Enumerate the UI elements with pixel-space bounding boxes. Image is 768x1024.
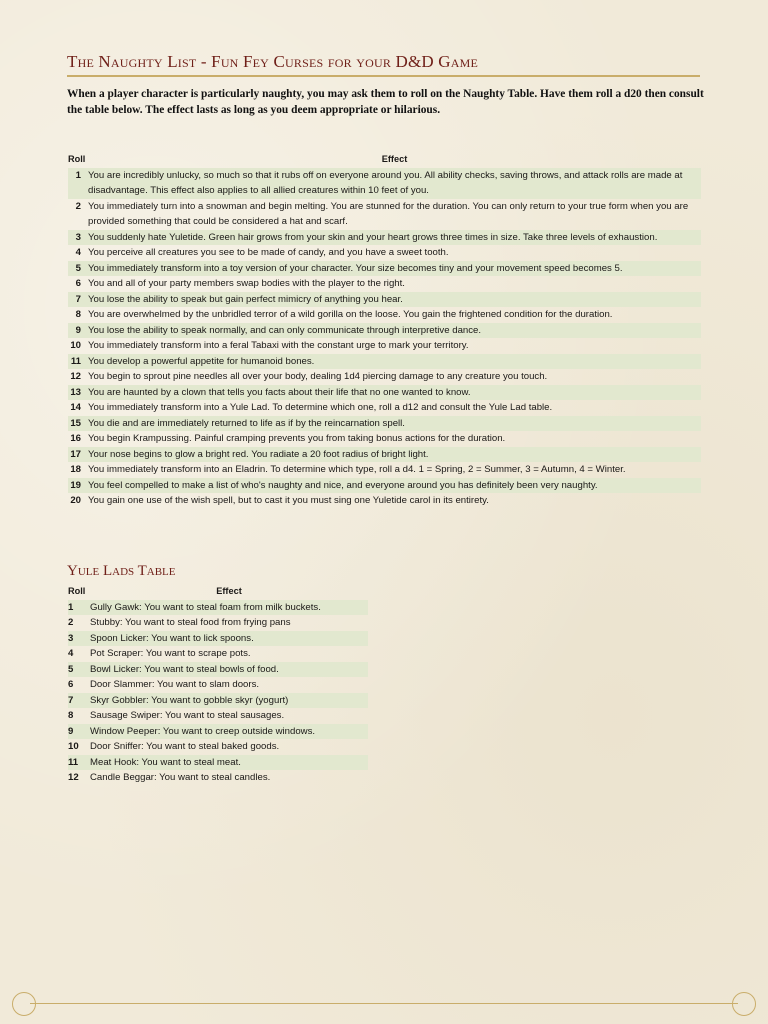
effect-column-header: Effect (381, 154, 408, 164)
effect-cell: Skyr Gobbler: You want to gobble skyr (yogurt) (90, 693, 368, 709)
effect-cell: You immediately transform into an Eladrin. To determine which type, roll a d4. 1 = Spring, 2 = Summer, 3 = Autumn, 4 = Winter. (88, 464, 626, 475)
roll-cell: 1 (68, 600, 90, 616)
roll-cell: 3 (68, 631, 90, 647)
table-row (68, 416, 701, 432)
naughty-table-header (68, 152, 701, 168)
effect-cell: You immediately transform into a feral Tabaxi with the constant urge to mark your territory. (88, 340, 469, 351)
effect-cell: Spoon Licker: You want to lick spoons. (90, 631, 368, 647)
table-row (68, 230, 701, 246)
effect-cell: You feel compelled to make a list of who's naughty and nice, and everyone around you has definitely been very naughty. (88, 478, 701, 494)
roll-cell: 5 (68, 662, 90, 678)
effect-cell: Candle Beggar: You want to steal candles. (90, 772, 271, 783)
effect-cell: You begin Krampussing. Painful cramping prevents you from taking bonus actions for the duration. (88, 433, 506, 444)
effect-cell: Pot Scraper: You want to scrape pots. (90, 648, 251, 659)
roll-cell: 10 (68, 741, 79, 752)
yule-lads-title: Yule Lads Table (67, 563, 176, 579)
roll-cell: 11 (68, 755, 90, 771)
effect-cell: Stubby: You want to steal food from frying pans (90, 617, 291, 628)
effect-cell: You lose the ability to speak normally, and can only communicate through interpretive dance. (88, 323, 701, 339)
effect-cell: You and all of your party members swap bodies with the player to the right. (88, 278, 405, 289)
page-title: The Naughty List - Fun Fey Curses for your D&D Game (67, 51, 700, 77)
effect-cell: You begin to sprout pine needles all over your body, dealing 1d4 piercing damage to any creature you touch. (88, 371, 548, 382)
intro-paragraph: When a player character is particularly naughty, you may ask them to roll on the Naughty Table. Have them roll a d20 then consult the table below. The effect lasts as long as you deem appropriate or hilarious. (67, 88, 704, 116)
roll-cell: 1 (68, 168, 88, 199)
table-row (68, 677, 368, 693)
roll-column-header: Roll (68, 586, 86, 596)
table-row (68, 168, 701, 199)
roll-cell: 19 (68, 478, 88, 494)
roll-cell: 9 (68, 323, 88, 339)
table-row (68, 431, 701, 447)
table-row (68, 662, 368, 678)
naughty-table-body (68, 168, 701, 509)
table-row (68, 307, 701, 323)
table-row (68, 724, 368, 740)
table-row (68, 245, 701, 261)
table-row (68, 199, 701, 230)
yule-table-body (68, 600, 368, 786)
table-row (68, 693, 368, 709)
table-row (68, 615, 368, 631)
effect-cell: You suddenly hate Yuletide. Green hair grows from your skin and your heart grows three times in size. Take three levels of exhaustion. (88, 230, 701, 246)
effect-cell: Sausage Swiper: You want to steal sausages. (90, 710, 285, 721)
effect-cell: You die and are immediately returned to life as if by the reincarnation spell. (88, 416, 701, 432)
table-row (68, 646, 368, 662)
effect-cell: You immediately transform into a Yule Lad. To determine which one, roll a d12 and consult the Yule Lad table. (88, 402, 553, 413)
roll-cell: 4 (75, 247, 81, 258)
table-row (68, 400, 701, 416)
roll-cell: 15 (68, 416, 88, 432)
table-row (68, 354, 701, 370)
table-row (68, 292, 701, 308)
effect-cell: You are overwhelmed by the unbridled terror of a wild gorilla on the loose. You gain the frightened condition for the duration. (88, 309, 613, 320)
effect-cell: Your nose begins to glow a bright red. You radiate a 20 foot radius of bright light. (88, 447, 701, 463)
roll-cell: 12 (70, 371, 81, 382)
yule-table-header (68, 584, 368, 600)
effect-cell: Gully Gawk: You want to steal foam from milk buckets. (90, 600, 368, 616)
roll-cell: 11 (68, 354, 88, 370)
effect-cell: You immediately transform into a toy version of your character. Your size becomes tiny and your movement speed becomes 5. (88, 261, 701, 277)
table-row (68, 447, 701, 463)
roll-cell: 12 (68, 772, 79, 783)
roll-cell: 2 (68, 617, 74, 628)
table-row (68, 708, 368, 724)
corner-flourish-icon (732, 992, 756, 1016)
table-row (68, 493, 701, 509)
yule-lads-table (68, 584, 368, 786)
effect-cell: You develop a powerful appetite for humanoid bones. (88, 354, 701, 370)
table-row (68, 755, 368, 771)
roll-cell: 6 (75, 278, 81, 289)
effect-cell: You are incredibly unlucky, so much so that it rubs off on everyone around you. All ability checks, saving throws, and attack rolls are made at disadvantage. This effect also applies to all allied creatures within 10 feet of you. (88, 168, 701, 199)
roll-column-header: Roll (68, 154, 86, 164)
roll-cell: 18 (70, 464, 81, 475)
roll-cell: 14 (70, 402, 81, 413)
table-row (68, 323, 701, 339)
roll-cell: 13 (68, 385, 88, 401)
effect-cell: Door Sniffer: You want to steal baked goods. (90, 741, 280, 752)
table-row (68, 338, 701, 354)
roll-cell: 5 (68, 261, 88, 277)
roll-cell: 16 (70, 433, 81, 444)
table-row (68, 600, 368, 616)
table-row (68, 478, 701, 494)
effect-cell: You immediately turn into a snowman and begin melting. You are stunned for the duration. You can only return to your true form when you are provided something that could be considered a hat and scarf. (88, 200, 689, 227)
roll-cell: 7 (68, 693, 90, 709)
roll-cell: 6 (68, 679, 74, 690)
roll-cell: 8 (68, 710, 74, 721)
roll-cell: 10 (70, 340, 81, 351)
table-row (68, 261, 701, 277)
table-row (68, 276, 701, 292)
table-row (68, 739, 368, 755)
page-border-ornament (30, 1003, 738, 1004)
roll-cell: 17 (68, 447, 88, 463)
naughty-table (68, 152, 701, 509)
roll-cell: 3 (68, 230, 88, 246)
effect-column-header: Effect (216, 586, 242, 596)
roll-cell: 20 (70, 495, 81, 506)
effect-cell: You are haunted by a clown that tells you facts about their life that no one wanted to know. (88, 385, 701, 401)
roll-cell: 2 (75, 200, 81, 212)
table-row (68, 369, 701, 385)
effect-cell: You gain one use of the wish spell, but to cast it you must sing one Yuletide carol in its entirety. (88, 495, 489, 506)
table-row (68, 631, 368, 647)
effect-cell: Bowl Licker: You want to steal bowls of food. (90, 662, 368, 678)
roll-cell: 8 (75, 309, 81, 320)
roll-cell: 4 (68, 648, 74, 659)
roll-cell: 7 (68, 292, 88, 308)
effect-cell: Window Peeper: You want to creep outside windows. (90, 724, 368, 740)
effect-cell: Door Slammer: You want to slam doors. (90, 679, 260, 690)
roll-cell: 9 (68, 724, 90, 740)
table-row (68, 770, 368, 786)
effect-cell: Meat Hook: You want to steal meat. (90, 755, 368, 771)
corner-flourish-icon (12, 992, 36, 1016)
table-row (68, 385, 701, 401)
effect-cell: You perceive all creatures you see to be made of candy, and you have a sweet tooth. (88, 247, 449, 258)
table-row (68, 462, 701, 478)
effect-cell: You lose the ability to speak but gain perfect mimicry of anything you hear. (88, 292, 701, 308)
